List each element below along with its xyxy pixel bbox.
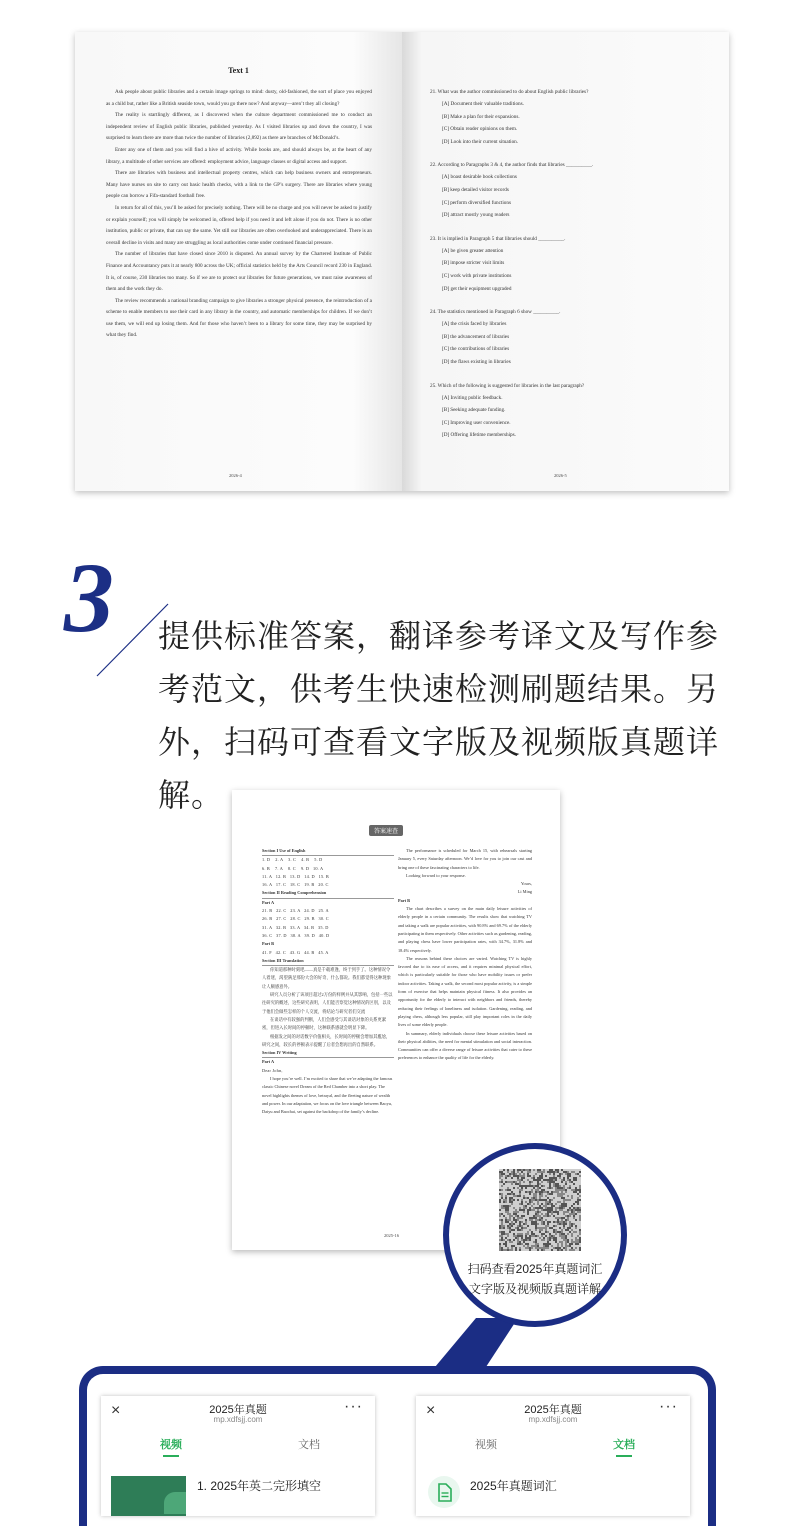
- question-block: [430, 381, 710, 442]
- answer-option: [B] Seeking adequate funding.: [442, 407, 506, 414]
- phone-screen-document: [416, 1396, 690, 1516]
- qr-bubble[interactable]: [443, 1143, 627, 1327]
- answer-paragraph: The reasons behind these choices are varied. Watching TV is highly favored due to its ease of access, and it requires minimal physical effort, which is particularly suitable for those who have mobility issues or prefer indoor activities. Taking a walk, the second most popular activity, is a simple form of exercise that helps maintain physical fitness. It also provides an opportunity for the elderly to interact with neighbors and friends, thereby reducing their feelings of loneliness and isolation. Gardening, reading, and playing chess, although less popular, still play important roles in the daily lives of some elderly people.: [398, 955, 532, 1028]
- section-heading: Section III Translation: [262, 957, 394, 966]
- answer-row: Dear John,: [262, 1067, 283, 1073]
- phone-screen-video: [101, 1396, 375, 1516]
- page-number-right: 2026-5: [554, 473, 567, 478]
- qr-caption: [449, 1259, 621, 1299]
- page-title: 2025年真题: [524, 1404, 582, 1416]
- answer-row: 21. B 22. C 23. A 24. D 25. A: [262, 908, 329, 914]
- answer-row: 6. B 7. A 8. C 9. D 10. A: [262, 865, 324, 871]
- tab-bar: [101, 1436, 375, 1460]
- answer-option: [D] get their equipment upgraded: [442, 285, 512, 292]
- thumbnail-graphic: [164, 1492, 186, 1514]
- question-stem: 23. It is implied in Paragraph 5 that libraries should __________.: [430, 235, 566, 242]
- passage-paragraph: Ask people about public libraries and a certain image springs to mind: dusty, old-fashioned, the sort of place you enjoyed as a child but, rather like a British seaside town, would you go there now? And anyway—aren’t they all closing?: [106, 89, 372, 107]
- page-number-answer: 2025-16: [384, 1233, 399, 1238]
- page-url: mp.xdfsjj.com: [213, 1415, 263, 1424]
- page-url: mp.xdfsjj.com: [528, 1415, 578, 1424]
- question-stem: 24. The statistics mentioned in Paragraph 6 show __________.: [430, 309, 561, 316]
- tab-video[interactable]: 视频: [141, 1436, 201, 1452]
- answer-row: 31. A 32. B 33. A 34. B 35. D: [262, 924, 329, 930]
- answer-option: [D] Look into their current situation.: [442, 138, 519, 145]
- answer-option: [A] be given greater attention: [442, 247, 504, 254]
- answer-row: 26. B 27. C 28. C 29. B 30. C: [262, 916, 329, 922]
- answer-option: [A] boast desirable book collections: [442, 174, 517, 181]
- question-stem: 21. What was the author commissioned to do about English public libraries?: [430, 89, 589, 95]
- book-spread: [75, 32, 729, 491]
- question-stem: 25. Which of the following is suggested for libraries in the last paragraph?: [430, 382, 585, 389]
- answer-paragraph: 研究人员分析了该项目超过2万份的样例并从其影响，包括一些以往研究的概述，这些研究表明，人们能否察觉这种情况的区别，以及于他们会做些怎样的个人交流，将结论与研究者们交流: [262, 992, 393, 1014]
- answer-option: [D] attract mostly young readers: [442, 212, 510, 219]
- section-number: 3: [64, 542, 114, 653]
- close-icon[interactable]: ×: [426, 1402, 436, 1419]
- qr-caption-line2: 文字版及视频版真题详解: [468, 1282, 601, 1296]
- qr-code-image[interactable]: [499, 1169, 581, 1251]
- tab-video[interactable]: 视频: [475, 1439, 497, 1451]
- passage-paragraph: The number of libraries that have closed since 2010 is disputed. An annual survey by the Chartered Institute of Public Finance and Accountancy puts it at nearly 800 across the UK; official statistics held by the Arts Council record 230 in England. It is, of course, 230 libraries too many. So if we are to protect our libraries for future generations, we must raise awareness of them and the work they do.: [106, 251, 372, 293]
- passage-paragraph: The review recommends a national branding campaign to give libraries a stronger physical presence, the reintroduction of a scheme to enable members to use their card in any library in the country, and automatic memberships for children. If we don’t use them, we will end up losing them. And for those who haven’t been to a library for some time, they may be surprised by what they find.: [106, 297, 372, 339]
- answer-option: [B] Make a plan for their expansions.: [442, 113, 520, 120]
- list-item[interactable]: [416, 1474, 690, 1514]
- answer-paragraph: In summary, elderly individuals choose these leisure activities based on their physical abilities, the need for mental stimulation and social interaction. Communities can offer a diverse range of leisure activities that cater to these preferences to enhance the quality of life for the elderly.: [398, 1030, 532, 1061]
- answer-paragraph: The performance is scheduled for March 15, with rehearsals starting January 5, every Saturday afternoon. We’d love for you to join our cast and bring one of these fascinating characters to life.: [398, 848, 532, 870]
- tab-document[interactable]: 文档: [298, 1439, 320, 1451]
- answer-row: 11. A 12. B 13. D 14. D 15. B: [262, 873, 329, 879]
- feature-section-3: [0, 542, 790, 813]
- passage-paragraph: There are libraries with business and intellectual property centres, which can help business owners and entrepreneurs. Many have nurses on site to carry out basic health checks, with a link to the GP’s surgery. There are libraries where young people can borrow a Fifa-standard football free.: [106, 170, 372, 200]
- answer-column-right: [398, 847, 532, 1063]
- answer-option: [A] Inviting public feedback.: [442, 394, 503, 401]
- answer-option: [A] Document their valuable traditions.: [442, 101, 524, 107]
- left-page: [75, 32, 402, 491]
- signature-line: Yours,: [520, 881, 532, 887]
- more-icon[interactable]: ···: [659, 1398, 678, 1415]
- question-block: [430, 307, 710, 368]
- video-title: 1. 2025年英二完形填空: [197, 1479, 322, 1493]
- answer-option: [C] perform diversified functions: [442, 199, 512, 206]
- answer-row: 41. F 42. C 43. G 44. B 45. A: [262, 949, 329, 955]
- list-item[interactable]: [101, 1474, 375, 1514]
- part-heading: Part B: [398, 897, 411, 903]
- answer-row: 36. C 37. D 38. A 39. D 40. D: [262, 932, 330, 938]
- answer-option: [C] Improving user convenience.: [442, 419, 511, 426]
- part-heading: Part B: [262, 941, 275, 947]
- answer-row: 1. D 2. A 3. C 4. B 5. D: [262, 857, 323, 863]
- answer-paragraph: Looking forward to your response.: [406, 872, 466, 878]
- question-block: [430, 234, 710, 295]
- text-title: Text 1: [228, 66, 249, 75]
- section-heading: Section I Use of English: [262, 847, 394, 856]
- question-list: [430, 87, 710, 454]
- answer-option: [B] the advancement of libraries: [442, 333, 510, 340]
- video-thumbnail[interactable]: [111, 1476, 186, 1516]
- signature-line: Li Ming: [517, 889, 532, 895]
- passage-paragraph: The reality is startlingly different, as I discovered when the culture department commissioned me to conduct an independent review of English public libraries, published yesterday. As I visited libraries up and down the country, I was surprised to learn there are more than twice the number of libraries (2,892) as there are branches of McDonald’s.: [106, 112, 372, 142]
- document-title: 2025年真题词汇: [470, 1479, 557, 1493]
- answer-tag: 答案速查: [369, 825, 403, 836]
- answer-option: [D] Offering lifetime memberships.: [442, 432, 516, 439]
- passage-paragraph: In return for all of this, you’ll be asked for precisely nothing. There will be no charge and you will never be asked to justify or explain yourself; you will simply be welcomed in, offered help if you need it and left alone if you do not. There is no other institution, public or private, that can say the same. Yet still our libraries are often overlooked and underappreciated. There is an overall decline in visits and many are struggling as local authorities come under continued financial pressure.: [106, 204, 372, 246]
- page-number-left: 2026-4: [229, 473, 242, 478]
- answer-option: [B] impose stricter visit limits: [442, 260, 505, 267]
- part-heading: Part A: [262, 1059, 275, 1065]
- part-heading: Part A: [262, 899, 275, 905]
- tab-bar: [416, 1436, 690, 1460]
- section-heading: Section IV Writing: [262, 1049, 394, 1058]
- question-block: [430, 160, 710, 221]
- answer-paragraph: 根据发之间的对话数字价值相关，长时间的停顿会增加其尴尬，研究之间，较长的停顿表示提醒了后者会想再出的自然联系。: [262, 1033, 391, 1047]
- reading-passage: [106, 87, 372, 342]
- answer-option: [C] the contributions of libraries: [442, 346, 510, 353]
- answer-paragraph: 在谈话中有较强的判断，人们会感受与其谈话对象的关系更紧密，但进入长时间的停顿时，这种联系感就会明显下降。: [262, 1016, 387, 1031]
- passage-paragraph: Enter any one of them and you will find a hive of activity. While books are, and should always be, at the heart of any library, a multitude of other services are offered: employment advice, language classes or digital access and support.: [106, 146, 372, 165]
- answer-paragraph: 你知道那种时刻吧——真是千载难逢，终于到手了。这种情况令人着迷，渴望满足那份大会的好奇、什么都说。我们都觉得这种现象让人颇感意外。: [262, 967, 391, 989]
- question-stem: 22. According to Paragraphs 3 & 4, the author finds that libraries __________.: [430, 162, 594, 169]
- answer-option: [B] keep detailed visitor records: [442, 186, 509, 193]
- close-icon[interactable]: ×: [111, 1402, 121, 1419]
- answer-option: [A] the crisis faced by libraries: [442, 321, 507, 328]
- answer-option: [D] the flaws existing in libraries: [442, 358, 511, 365]
- page-title: 2025年真题: [209, 1404, 267, 1416]
- section-description: 提供标准答案，翻译参考译文及写作参考范文，供考生快速检测刷题结果。另外，扫码可查看文字版及视频版真题详解。: [158, 618, 720, 813]
- answer-option: [C] Obtain reader opinions on them.: [442, 126, 518, 133]
- answer-row: 16. A 17. C 18. C 19. B 20. C: [262, 882, 329, 888]
- answer-column-left: [262, 847, 394, 1117]
- answer-option: [C] work with private institutions: [442, 272, 512, 279]
- question-block: [430, 87, 710, 148]
- tab-document[interactable]: 文档: [594, 1436, 654, 1452]
- more-icon[interactable]: ···: [344, 1398, 363, 1415]
- document-icon: [428, 1476, 460, 1508]
- qr-caption-line1: 扫码查看2025年真题词汇: [467, 1262, 603, 1276]
- right-page: [402, 32, 729, 491]
- section-heading: Section II Reading Comprehension: [262, 889, 394, 898]
- answer-paragraph: The chart describes a survey on the main daily leisure activities of elderly people in a certain community. The results show that watching TV and taking a walk are popular activities, with 90.8% and 69.7% of the elderly participating in them respectively. Other activities such as gardening, reading, and playing chess have lower participation rates, with 34.7%, 31.8% and 18.4% respectively.: [398, 906, 532, 953]
- answer-paragraph: I hope you’re well. I’m excited to share that we’re adapting the famous classic Chinese novel Dream of the Red Chamber into a short play. The novel highlights themes of love, betrayal, and the fleeting nature of wealth and power. In our adaptation, we focus on the love triangle between Baoyu, Daiyu and Baochai, set against the backdrop of the family’s decline.: [262, 1076, 393, 1115]
